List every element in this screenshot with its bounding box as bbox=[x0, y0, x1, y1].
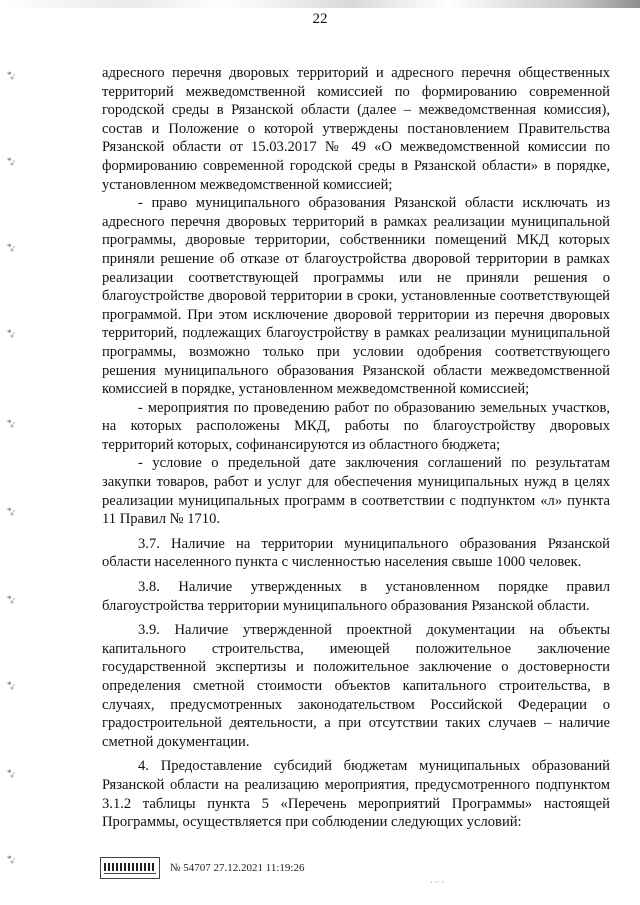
paragraph: 3.7. Наличие на территории муниципального образования Рязанской области населенного пункта с численностью населения свыше 1000 человек. bbox=[102, 535, 610, 571]
margin-mark: *ᵩ· bbox=[7, 768, 15, 778]
margin-mark: *ᵩ· bbox=[7, 680, 15, 690]
margin-mark: *ᵩ· bbox=[7, 594, 15, 604]
registration-footer bbox=[100, 856, 304, 880]
document-body bbox=[102, 64, 610, 832]
margin-mark: *ᵩ· bbox=[7, 328, 15, 338]
scan-specks: · ·ˑ · bbox=[430, 878, 445, 887]
margin-mark: *ᵩ· bbox=[7, 156, 15, 166]
paragraph: 3.8. Наличие утвержденных в установленном порядке правил благоустройства территории муниципального образования Рязанской области. bbox=[102, 579, 610, 614]
paragraph: - право муниципального образования Рязанской области исключать из адресного перечня дворовых территорий в рамках реализации муниципальной программы, дворовые территории, собственники помещений МКД которых приняли решение об отказе от благоустройства дворовой территории в рамках реализации соответствующей программы или не приняли решения о благоустройстве дворовой территории в сроки, установленные соответствующей программой. При этом исключение дворовой территории из перечня дворовых территорий, подлежащих благоустройству в рамках реализации муниципальной программы, возможно только при условии одобрения соответствующего решения муниципального образования Рязанской области межведомственной комиссией в порядке, установленном межведомственной комиссией; bbox=[102, 195, 610, 398]
margin-mark: *ᵩ· bbox=[7, 854, 15, 864]
page-number: 22 bbox=[312, 11, 328, 27]
registration-number: № 54707 27.12.2021 11:19:26 bbox=[170, 862, 305, 874]
paragraph: адресного перечня дворовых территорий и адресного перечня общественных территорий межведомственной комиссией по формированию современной городской среды в Рязанской области (далее – межведомственная комиссия), состав и Положение о которой утверждены постановлением Правительства Рязанской области от 15.03.2017 № 49 «О межведомственной комиссии по формированию современной городской среды в Рязанской области» в порядке, установленном межведомственной комиссией; bbox=[102, 65, 610, 193]
paragraph: 3.9. Наличие утвержденной проектной документации на объекты капитального строительства, имеющей положительное заключение государственной экспертизы и положительное заключение о достоверности определения сметной стоимости объектов капитального строительства, в случаях, предусмотренных законодательством Российской Федерации о градостроительной деятельности, а при отсутствии таких случаев – наличие сметной документации. bbox=[102, 622, 610, 750]
registry-stamp-icon bbox=[100, 857, 160, 879]
paragraph: - мероприятия по проведению работ по образованию земельных участков, на которых расположены МКД, работы по благоустройству дворовых территорий которых, софинансируются из областного бюджета; bbox=[102, 399, 610, 453]
margin-mark: *ᵩ· bbox=[7, 242, 15, 252]
margin-mark: *ᵩ· bbox=[7, 506, 15, 516]
scan-edge bbox=[0, 0, 640, 8]
paragraph: - условие о предельной дате заключения соглашений по результатам закупки товаров, работ и услуг для обеспечения муниципальных нужд в целях реализации муниципальных программ в соответствии с подпунктом «л» пункта 11 Правил № 1710. bbox=[102, 455, 610, 528]
paragraph: 4. Предоставление субсидий бюджетам муниципальных образований Рязанской области на реализацию мероприятия, предусмотренного подпунктом 3.1.2 таблицы пункта 5 «Перечень мероприятий Программы» настоящей Программы, осуществляется при соблюдении следующих условий: bbox=[102, 758, 610, 831]
margin-mark: *ᵩ· bbox=[7, 70, 15, 80]
margin-mark: *ᵩ· bbox=[7, 418, 15, 428]
